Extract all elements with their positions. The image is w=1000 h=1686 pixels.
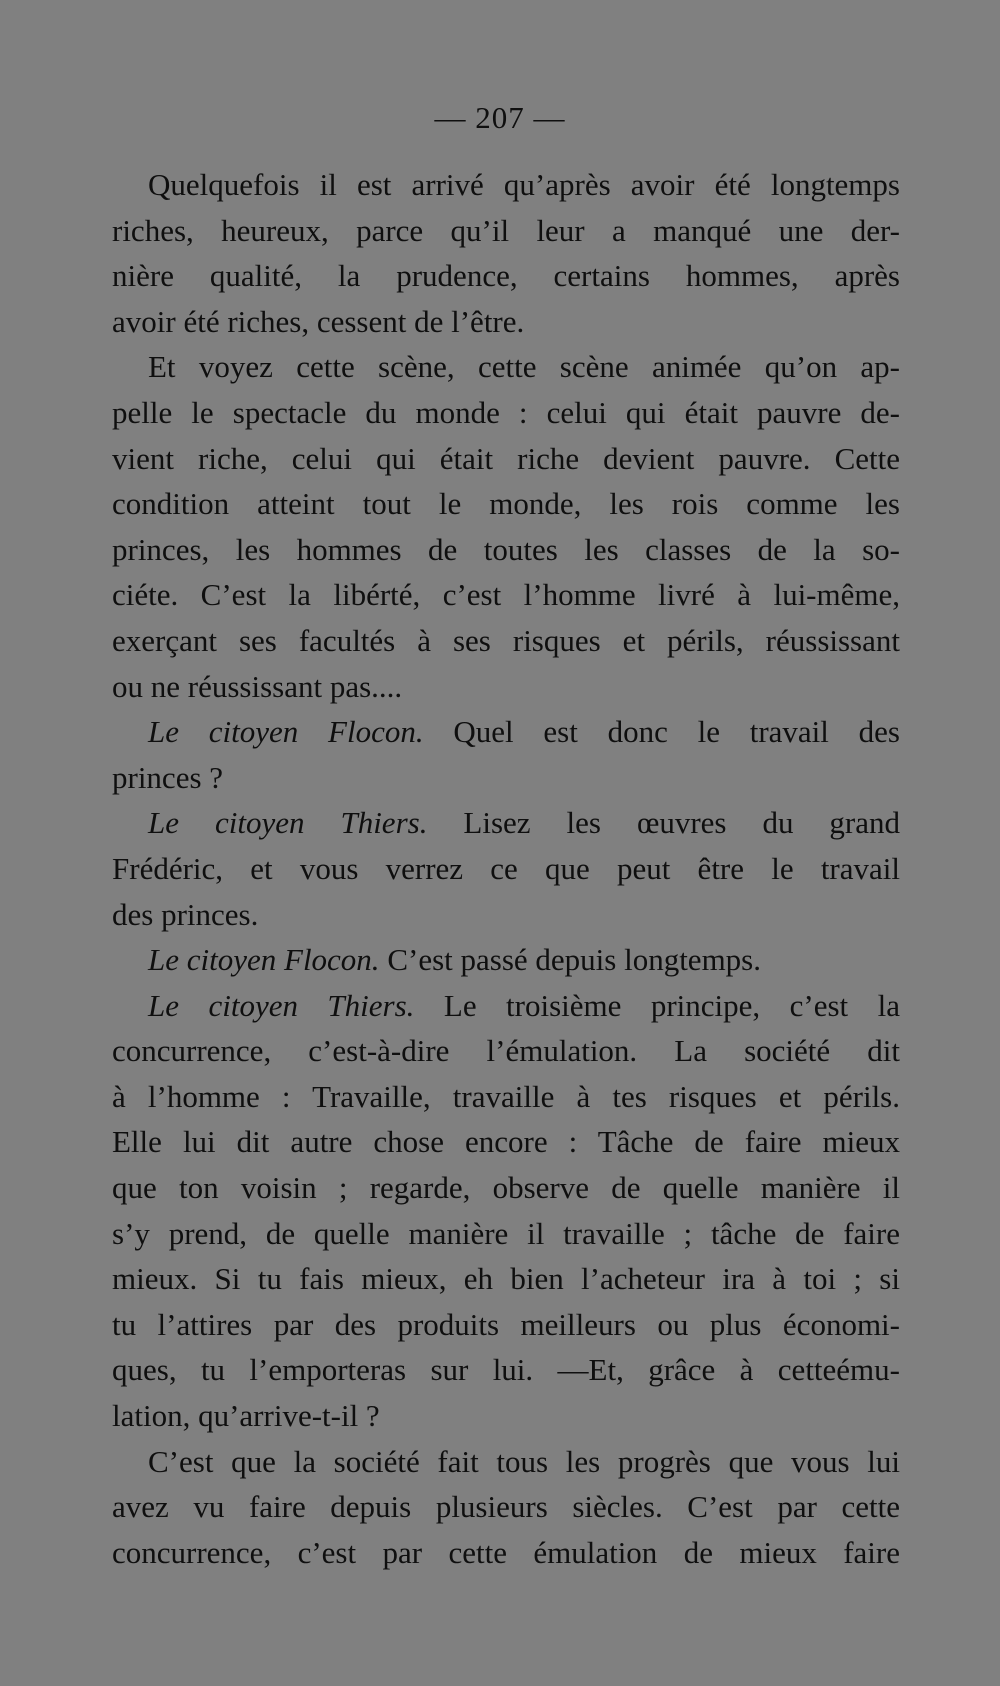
text-line: princes ? <box>112 759 224 795</box>
page-text <box>112 162 900 1575</box>
text-line: nière qualité, la prudence, certains hommes, après <box>112 258 900 294</box>
text-line: concurrence, c’est-à-dire l’émulation. La société dit <box>112 1033 900 1069</box>
dialogue-line: Le citoyen Flocon. C’est passé depuis longtemps. <box>148 942 761 978</box>
text-line: Elle lui dit autre chose encore : Tâche de faire mieux <box>112 1124 900 1160</box>
speaker-name: Le citoyen Thiers. <box>148 987 415 1023</box>
text-line: ciéte. C’est la libérté, c’est l’homme livré à lui-même, <box>112 577 900 613</box>
dialogue-line: Le citoyen Thiers. Le troisième principe, c’est la <box>148 987 900 1023</box>
text-line: concurrence, c’est par cette émulation de mieux faire <box>112 1534 900 1570</box>
speaker-name: Le citoyen Flocon. <box>148 714 424 750</box>
text-line: des princes. <box>112 896 259 932</box>
text-line: que ton voisin ; regarde, observe de quelle manière il <box>112 1170 900 1206</box>
text-line: vient riche, celui qui était riche devient pauvre. Cette <box>112 440 900 476</box>
text-line: mieux. Si tu fais mieux, eh bien l’acheteur ira à toi ; si <box>112 1261 900 1297</box>
text-line: lation, qu’arrive-t-il ? <box>112 1398 380 1434</box>
text-line: ques, tu l’emporteras sur lui. —Et, grâce à cetteému- <box>112 1352 900 1388</box>
dialogue-line: Le citoyen Flocon. Quel est donc le travail des <box>148 714 900 750</box>
text-line: Et voyez cette scène, cette scène animée qu’on ap- <box>148 349 900 385</box>
text-line: riches, heureux, parce qu’il leur a manqué une der- <box>112 212 900 248</box>
text-line: C’est que la société fait tous les progrès que vous lui <box>148 1443 900 1479</box>
text-line: tu l’attires par des produits meilleurs ou plus économi- <box>112 1306 900 1342</box>
text-line: pelle le spectacle du monde : celui qui était pauvre de- <box>112 394 900 430</box>
speaker-name: Le citoyen Flocon. <box>148 942 380 978</box>
dialogue-line: Le citoyen Thiers. Lisez les œuvres du grand <box>148 805 901 841</box>
text-line: à l’homme : Travaille, travaille à tes risques et périls. <box>112 1078 900 1114</box>
text-line: avez vu faire depuis plusieurs siècles. C’est par cette <box>112 1489 900 1525</box>
speaker-name: Le citoyen Thiers. <box>148 805 428 841</box>
text-line: Frédéric, et vous verrez ce que peut être le travail <box>112 850 900 886</box>
text-line: exerçant ses facultés à ses risques et périls, réussissant <box>112 622 900 658</box>
page-number: — 207 — <box>434 100 566 135</box>
text-line: princes, les hommes de toutes les classes de la so- <box>112 531 900 567</box>
text-line: ou ne réussissant pas.... <box>112 668 403 704</box>
text-line: s’y prend, de quelle manière il travaille ; tâche de faire <box>112 1215 900 1251</box>
text-line: avoir été riches, cessent de l’être. <box>112 303 525 339</box>
text-line: condition atteint tout le monde, les rois comme les <box>112 486 900 522</box>
text-line: Quelquefois il est arrivé qu’après avoir été longtemps <box>148 167 900 202</box>
